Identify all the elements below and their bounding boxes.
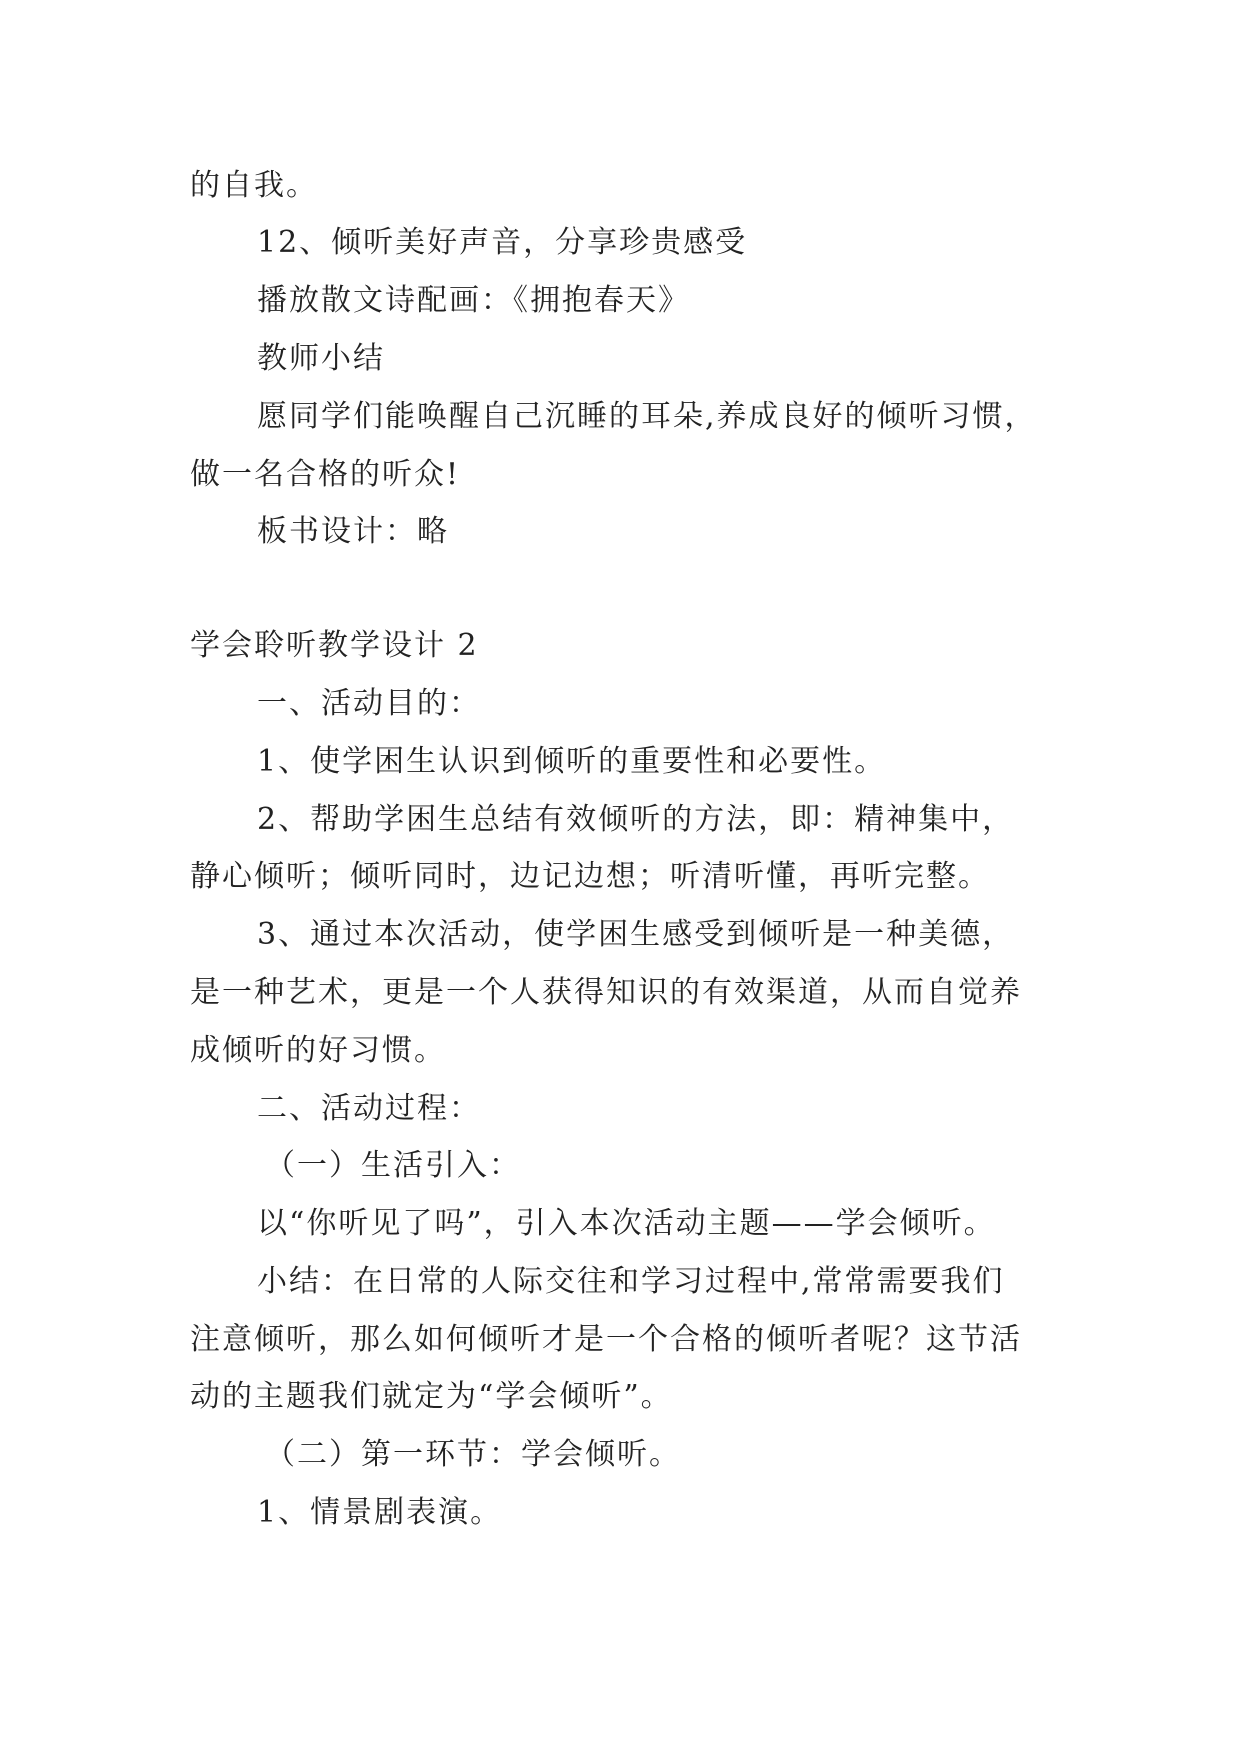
text-line: 的自我。 xyxy=(190,168,318,203)
text-line: 静心倾听；倾听同时，边记边想；听清听懂，再听完整。 xyxy=(190,859,990,894)
text-line: （二）第一环节：学会倾听。 xyxy=(265,1437,681,1472)
text-line: 12、倾听美好声音，分享珍贵感受 xyxy=(257,225,748,260)
text-line: 1、情景剧表演。 xyxy=(257,1495,503,1530)
text-line: 播放散文诗配画：《拥抱春天》 xyxy=(257,283,690,318)
text-line: 2、帮助学困生总结有效倾听的方法，即：精神集中， xyxy=(257,802,1015,837)
text-line: 板书设计：略 xyxy=(257,514,449,549)
text-line: 愿同学们能唤醒自己沉睡的耳朵,养成良好的倾听习惯， xyxy=(257,399,1037,434)
text-line: 一、活动目的： xyxy=(257,686,481,721)
text-line: 注意倾听，那么如何倾听才是一个合格的倾听者呢？这节活 xyxy=(190,1322,1022,1357)
text-line: 动的主题我们就定为“学会倾听”。 xyxy=(190,1379,673,1414)
text-line: 小结：在日常的人际交往和学习过程中,常常需要我们 xyxy=(257,1264,1005,1299)
text-line: 教师小结 xyxy=(257,341,385,376)
text-line: 3、通过本次活动，使学困生感受到倾听是一种美德， xyxy=(257,917,1015,952)
text-line: （一）生活引入： xyxy=(265,1148,521,1183)
text-line: 是一种艺术，更是一个人获得知识的有效渠道，从而自觉养 xyxy=(190,975,1022,1010)
text-line: 1、使学困生认识到倾听的重要性和必要性。 xyxy=(257,744,887,779)
section-heading: 学会聆听教学设计 2 xyxy=(190,628,479,663)
text-line: 二、活动过程： xyxy=(257,1091,481,1126)
text-line: 以“你听见了吗”，引入本次活动主题——学会倾听。 xyxy=(257,1206,996,1241)
text-line: 做一名合格的听众! xyxy=(190,457,461,492)
text-line: 成倾听的好习惯。 xyxy=(190,1033,446,1068)
